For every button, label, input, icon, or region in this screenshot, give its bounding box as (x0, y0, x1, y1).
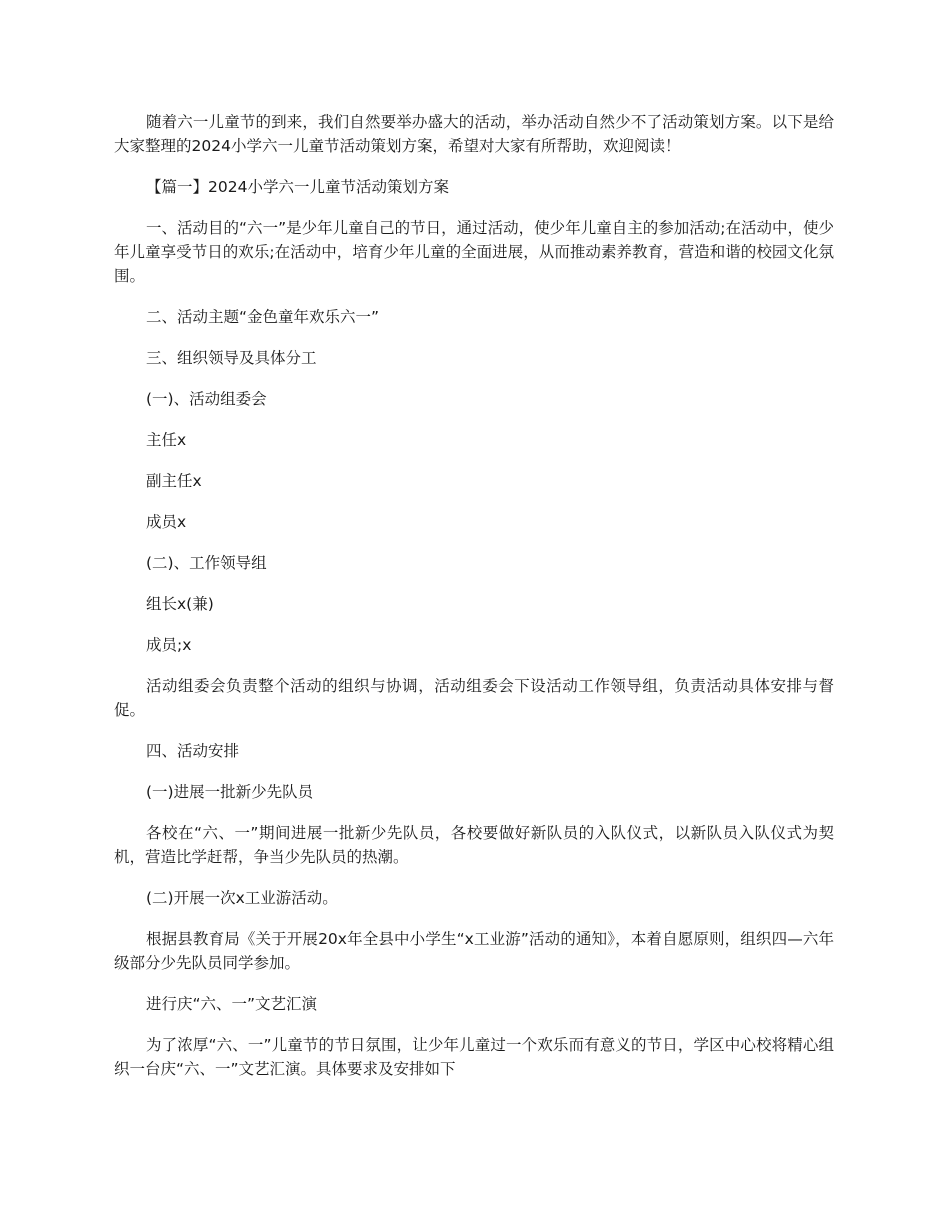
heading-committee: (一)、活动组委会 (146, 390, 267, 408)
paragraph-performance: 为了浓厚“六、一”儿童节的节日氛围，让少年儿童过一个欢乐而有意义的节日，学区中心校将精心组织一台庆“六、一”文艺汇演。具体要求及安排如下 (114, 1036, 834, 1078)
paragraph-industry-tour: 根据县教育局《关于开展20x年全县中小学生“x工业游”活动的通知》，本着自愿原则，组织四—六年级部分少先队员同学参加。 (114, 930, 834, 972)
heading-arrangements: 四、活动安排 (146, 742, 240, 760)
heading-performance: 进行庆“六、一”文艺汇演 (146, 995, 318, 1013)
line-deputy-director: 副主任x (146, 472, 202, 490)
line-group-members: 成员;x (146, 636, 192, 654)
line-director: 主任x (146, 431, 187, 449)
heading-organization: 三、组织领导及具体分工 (146, 349, 317, 367)
line-members: 成员x (146, 513, 187, 531)
line-group-leader: 组长x(兼) (146, 595, 214, 613)
paragraph-committee-duty: 活动组委会负责整个活动的组织与协调，活动组委会下设活动工作领导组，负责活动具体安排与督促。 (114, 677, 834, 719)
heading-leadership-group: (二)、工作领导组 (146, 554, 267, 572)
intro-paragraph: 随着六一儿童节的到来，我们自然要举办盛大的活动，举办活动自然少不了活动策划方案。以下是给大家整理的2024小学六一儿童节活动策划方案，希望对大家有所帮助，欢迎阅读！ (114, 113, 834, 155)
heading-new-members: (一)进展一批新少先队员 (146, 783, 314, 801)
paragraph-theme: 二、活动主题“金色童年欢乐六一” (146, 308, 380, 326)
paragraph-purpose: 一、活动目的“六一”是少年儿童自己的节日，通过活动，使少年儿童自主的参加活动;在活动中，使少年儿童享受节日的欢乐;在活动中，培育少年儿童的全面进展，从而推动素养教育，营造和谐的校园文化氛围。 (114, 219, 834, 285)
section-title: 【篇一】2024小学六一儿童节活动策划方案 (146, 178, 449, 196)
paragraph-new-members: 各校在“六、一”期间进展一批新少先队员，各校要做好新队员的入队仪式，以新队员入队仪式为契机，营造比学赶帮，争当少先队员的热潮。 (114, 824, 834, 866)
heading-industry-tour: (二)开展一次x工业游活动。 (146, 889, 338, 907)
document-body (114, 110, 834, 1098)
